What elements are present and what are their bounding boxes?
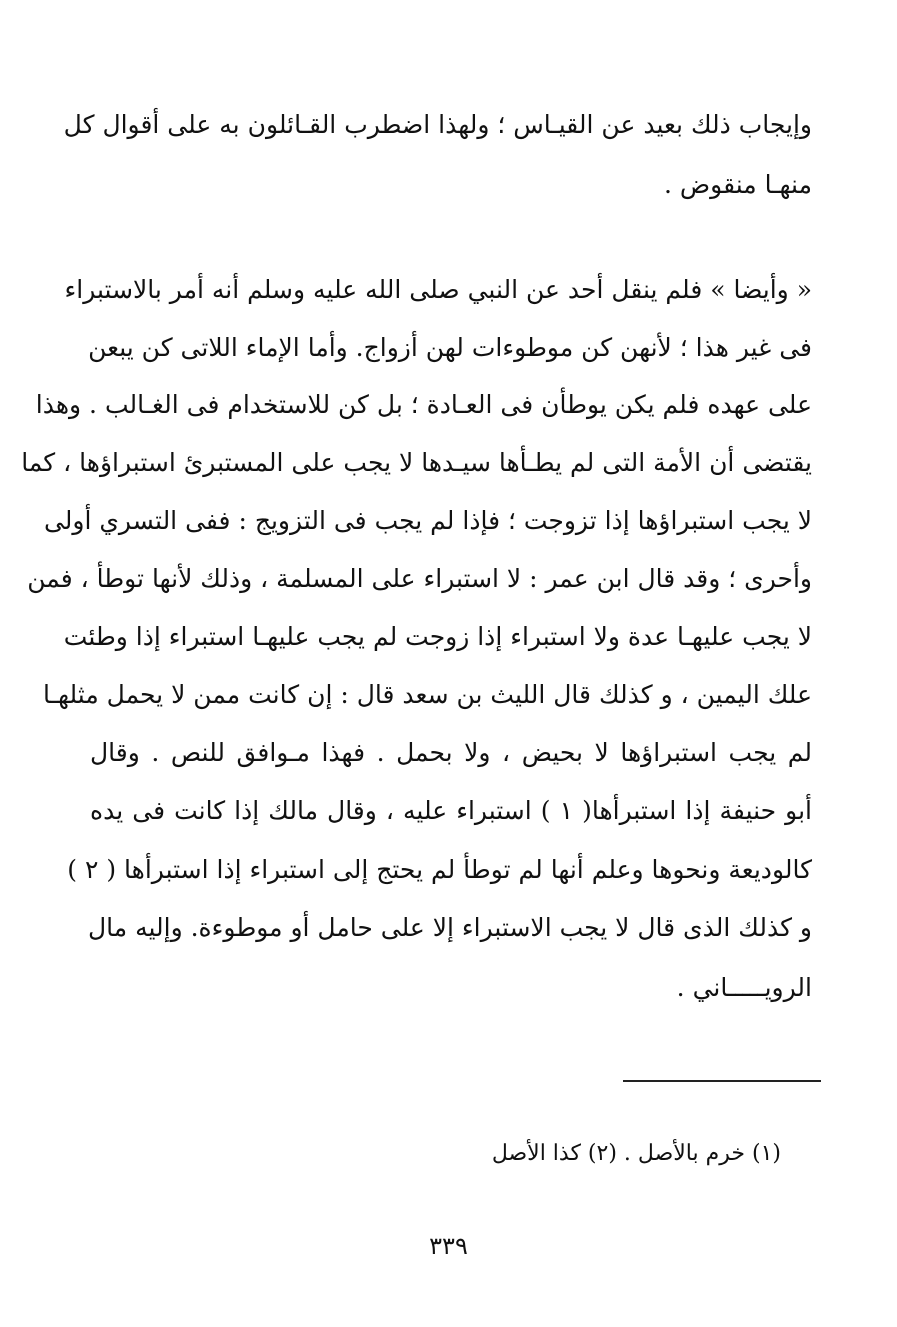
text-line: وأحرى ؛ وقد قال ابن عمر : لا استبراء على المسلمة ، وذلك لأنها توطأ ، فمن (27, 564, 812, 593)
text-line: يقتضى أن الأمة التى لم يطـأها سيـدها لا يجب على المستبرئ استبراؤها ، كما (21, 448, 812, 477)
text-line: كالوديعة ونحوها وعلم أنها لم توطأ لم يحتج إلى استبراء إذا استبرأها ( ٢ ) (67, 855, 812, 884)
text-line: الرويـــــاني . (676, 973, 812, 1002)
text-line: لم يجب استبراؤها لا بحيض ، ولا بحمل . فهذا مـوافق للنص . وقال (90, 738, 812, 767)
text-line: « وأيضا » فلم ينقل أحد عن النبي صلى الله عليه وسلم أنه أمر بالاستبراء (64, 275, 812, 304)
text-line: و كذلك الذى قال لا يجب الاستبراء إلا على حامل أو موطوءة. وإليه مال (87, 913, 812, 942)
footnote: (١) خرم بالأصل . (٢) كذا الأصل (491, 1141, 781, 1166)
text-line: على عهده فلم يكن يوطأن فى العـادة ؛ بل كن للاستخدام فى الغـالب . وهذا (35, 390, 812, 419)
text-line: وإيجاب ذلك بعيد عن القيـاس ؛ ولهذا اضطرب القـائلون به على أقوال كل (63, 110, 812, 139)
page-number: ٣٣٩ (429, 1232, 468, 1260)
footnote-divider (623, 1080, 821, 1082)
text-line: منهـا منقوض . (664, 170, 812, 199)
text-line: أبو حنيفة إذا استبرأها( ١ ) استبراء عليه ، وقال مالك إذا كانت فى يده (90, 796, 812, 825)
text-line: لا يجب عليهـا عدة ولا استبراء إذا زوجت لم يجب عليهـا استبراء إذا وطئت (63, 622, 812, 651)
text-line: لا يجب استبراؤها إذا تزوجت ؛ فإذا لم يجب فى التزويج : ففى التسري أولى (43, 506, 812, 535)
text-line: علك اليمين ، و كذلك قال الليث بن سعد قال : إن كانت ممن لا يحمل مثلهـا (43, 680, 812, 709)
text-line: فى غير هذا ؛ لأنهن كن موطوءات لهن أزواج. وأما الإماء اللاتى كن يبعن (88, 333, 812, 362)
